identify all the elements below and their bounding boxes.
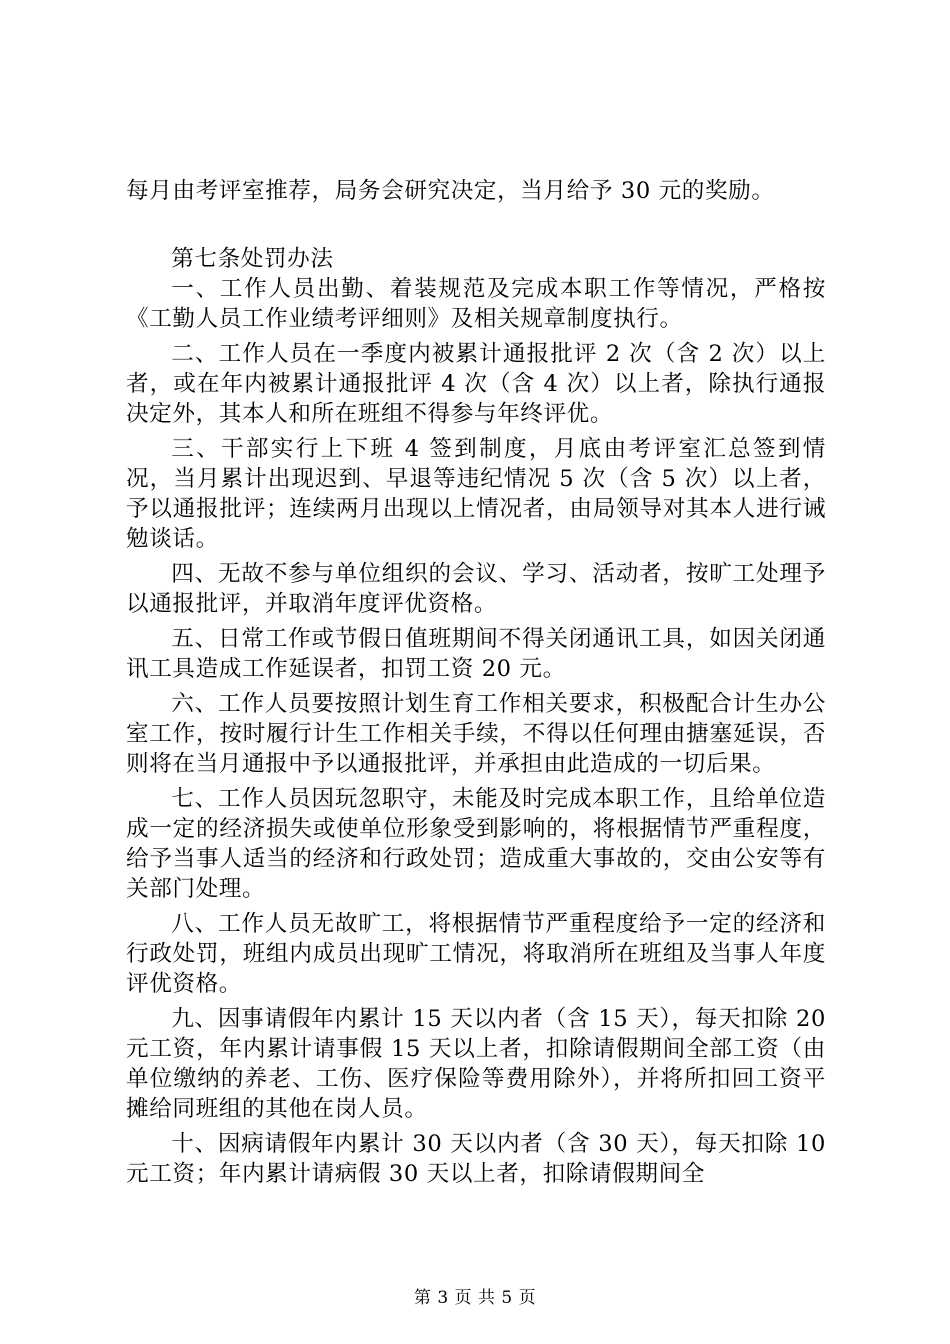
paragraph-3: 三、干部实行上下班 4 签到制度，月底由考评室汇总签到情况，当月累计出现迟到、早退等违纪情况 5 次（含 5 次）以上者，予以通报批评；连续两月出现以上情况者，由局领导对其本人进行诫勉谈话。 — [126, 436, 826, 552]
paragraph-7: 七、工作人员因玩忽职守，未能及时完成本职工作，且给单位造成一定的经济损失或使单位形象受到影响的，将根据情节严重程度，给予当事人适当的经济和行政处罚；造成重大事故的，交由公安等有关部门处理。 — [126, 786, 826, 902]
paragraph-5: 五、日常工作或节假日值班期间不得关闭通讯工具，如因关闭通讯工具造成工作延误者，扣罚工资 20 元。 — [126, 626, 826, 682]
document-body — [126, 176, 826, 1194]
paragraph-8: 八、工作人员无故旷工，将根据情节严重程度给予一定的经济和行政处罚，班组内成员出现旷工情况，将取消所在班组及当事人年度评优资格。 — [126, 911, 826, 997]
paragraph-6: 六、工作人员要按照计划生育工作相关要求，积极配合计生办公室工作，按时履行计生工作相关手续，不得以任何理由搪塞延误，否则将在当月通报中予以通报批评，并承担由此造成的一切后果。 — [126, 691, 826, 777]
page-footer: 第 3 页 共 5 页 — [413, 1288, 537, 1308]
paragraph-9: 九、因事请假年内累计 15 天以内者（含 15 天），每天扣除 20 元工资，年内累计请事假 15 天以上者，扣除请假期间全部工资（由单位缴纳的养老、工伤、医疗保险等费用除外），并将所扣回工资平摊给同班组的其他在岗人员。 — [126, 1006, 826, 1122]
paragraph-1: 一、工作人员出勤、着装规范及完成本职工作等情况，严格按《工勤人员工作业绩考评细则》及相关规章制度执行。 — [126, 276, 826, 332]
lead-line: 每月由考评室推荐，局务会研究决定，当月给予 30 元的奖励。 — [126, 178, 775, 204]
paragraph-4: 四、无故不参与单位组织的会议、学习、活动者，按旷工处理予以通报批评，并取消年度评优资格。 — [126, 561, 826, 617]
paragraph-2: 二、工作人员在一季度内被累计通报批评 2 次（含 2 次）以上者，或在年内被累计通报批评 4 次（含 4 次）以上者，除执行通报决定外，其本人和所在班组不得参与年终评优。 — [126, 341, 826, 427]
section-heading: 第七条处罚办法 — [171, 246, 334, 272]
paragraph-10: 十、因病请假年内累计 30 天以内者（含 30 天），每天扣除 10 元工资；年内累计请病假 30 天以上者，扣除请假期间全 — [126, 1131, 826, 1187]
